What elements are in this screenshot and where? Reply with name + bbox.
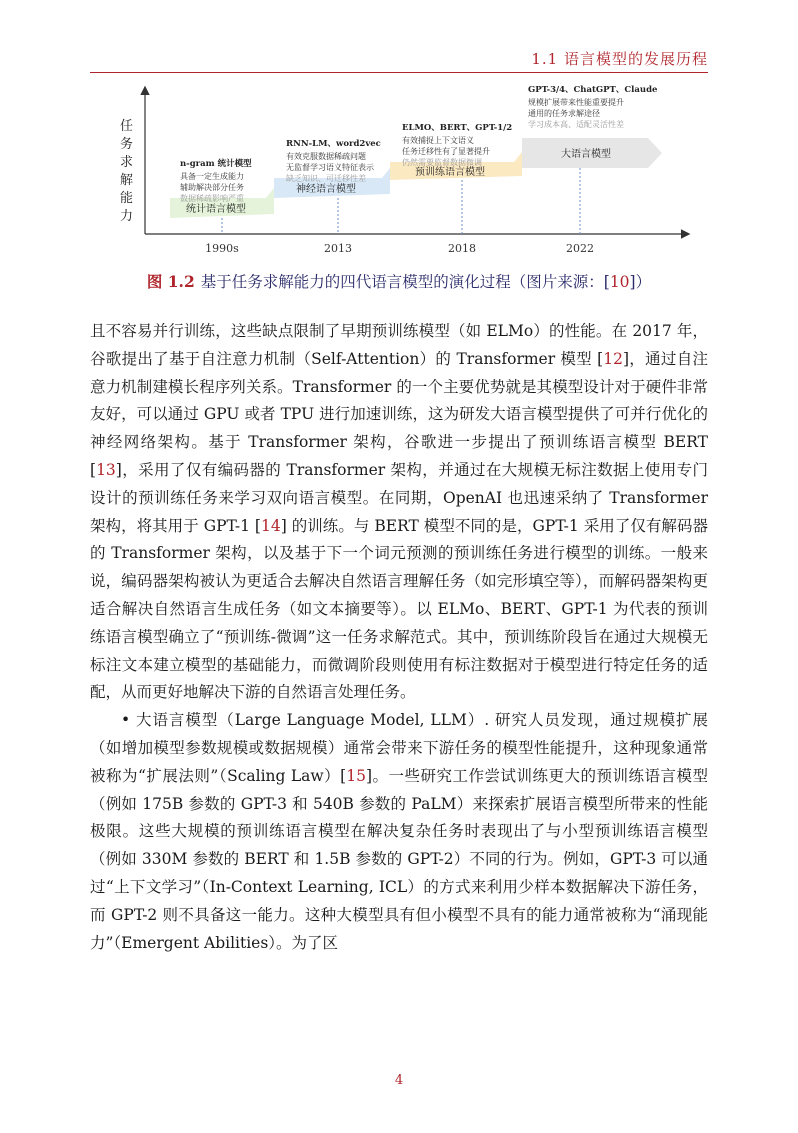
year-label: 2022 <box>566 242 594 255</box>
stage-desc-line: 任务迁移性有了显著提升 <box>402 147 490 156</box>
y-axis-label-char: 解 <box>120 173 134 188</box>
running-header: 1.1 语言模型的发展历程 <box>531 50 708 68</box>
paragraph-transformer <box>90 318 708 707</box>
stage-desc-line: 有效捕捉上下文语义 <box>402 136 474 145</box>
stage-desc-line: 数据稀疏影响严重 <box>180 194 244 203</box>
stage-desc-line: 通用的任务求解途径 <box>528 109 600 118</box>
y-axis-label-char: 任 <box>120 119 134 134</box>
citation-link[interactable]: 13 <box>96 460 116 479</box>
stage-desc-line: 规模扩展带来性能重要提升 <box>528 98 624 107</box>
stage-label: 神经语言模型 <box>296 184 356 195</box>
text-run: ]，通过自注意力机制建模长程序列关系。Transformer 的一个主要优势就是其模型设计对于硬件非常友好，可以通过 GPU 或者 TPU 进行加速训练，这为研发大语言模型提供了可并行优化的神经网络架构。基于 Transformer 架构，谷歌进一步提出了预训练语言模型 BERT [ <box>90 349 708 479</box>
text-run: ]，采用了仅有编码器的 Transformer 架构，并通过在大规模无标注数据上使用专门设计的预训练任务来学习双向语言模型。在同期，OpenAI 也迅速采纳了 Transformer 架构，将其用于 GPT-1 [ <box>90 460 708 535</box>
year-label: 2018 <box>448 242 476 255</box>
citation-link[interactable]: 14 <box>260 516 281 535</box>
y-axis-label-char: 力 <box>120 209 134 224</box>
text-run: • 大语言模型（Large Language Model, LLM）. 研究人员发现，通过规模扩展（如增加模型参数规模或数据规模）通常会带来下游任务的模型性能提升，这种现象通常被称为“扩展法则”（Scaling Law）[ <box>90 711 708 785</box>
caption-text: 基于任务求解能力的四代语言模型的演化过程（图片来源：[ <box>200 273 610 291</box>
stage-desc-line: 仍然需要监督数据微调 <box>402 158 482 167</box>
text-run: ] 的训练。与 BERT 模型不同的是，GPT-1 采用了仅有解码器的 Transformer 架构，以及基于下一个词元预测的预训练任务进行模型的训练。一般来说，编码器架构被认为更适合去解决自然语言理解任务（如完形填空等），而解码器架构更适合解决自然语言生成任务（如文本摘要等）。以 ELMo、BERT、GPT-1 为代表的预训练语言模型确立了“预训练-微调”这一任务求解范式。其中，预训练阶段旨在通过大规模无标注文本建立模型的基础能力，而微调阶段则使用有标注数据对于模型进行特定任务的适配，从而更好地解决下游的自然语言处理任务。 <box>90 516 708 702</box>
figure-caption <box>0 270 798 292</box>
caption-citation[interactable]: 10 <box>609 273 630 291</box>
stage-desc-line: 无监督学习语义特征表示 <box>286 163 374 172</box>
stage-desc-line: 有效克服数据稀疏问题 <box>286 152 366 161</box>
text-run: 且不容易并行训练，这些缺点限制了早期预训练模型（如 ELMo）的性能。在 2017 年，谷歌提出了基于自注意力机制（Self-Attention）的 Transformer 模型 [ <box>90 322 708 368</box>
citation-link[interactable]: 15 <box>346 766 366 785</box>
caption-text-end: ]） <box>629 273 652 291</box>
stage-desc-title: RNN-LM、word2vec <box>286 139 381 149</box>
stage-desc-title: ELMO、BERT、GPT-1/2 <box>402 123 513 133</box>
stage-desc-line: 具备一定生成能力 <box>180 172 244 181</box>
page-number: 4 <box>394 1073 404 1088</box>
citation-link[interactable]: 12 <box>603 349 623 368</box>
stage-desc-title: n-gram 统计模型 <box>180 159 252 169</box>
stage-label: 统计语言模型 <box>186 204 246 215</box>
stage-desc-title: GPT-3/4、ChatGPT、Claude <box>528 85 658 95</box>
y-axis-label-char: 能 <box>120 191 134 206</box>
evolution-figure <box>110 82 700 262</box>
text-run: ]。一些研究工作尝试训练更大的预训练语言模型（例如 175B 参数的 GPT-3 和 540B 参数的 PaLM）来探索扩展语言模型所带来的性能极限。这些大规模的预训练语言模型在解决复杂任务时表现出了与小型预训练语言模型（例如 330M 参数的 BERT 和 1.5B 参数的 GPT-2）不同的行为。例如，GPT-3 可以通过“上下文学习”（In-Context Learning, ICL）的方式来利用少样本数据解决下游任务，而 GPT-2 则不具备这一能力。这种大模型具有但小模型不具有的能力通常被称为“涌现能力”（Emergent Abilities）。为了区 <box>90 766 708 952</box>
year-label: 1990s <box>205 242 239 255</box>
year-label: 2013 <box>324 242 352 255</box>
evolution-diagram <box>110 82 700 262</box>
stage-desc-line: 学习成本高、适配灵活性差 <box>528 120 624 129</box>
y-axis-label-char: 求 <box>120 155 134 170</box>
caption-label: 图 1.2 <box>146 272 195 291</box>
header-rule <box>90 72 708 73</box>
body-text <box>90 318 708 957</box>
y-axis-label-char: 务 <box>120 137 134 152</box>
stage-desc-line: 辅助解决部分任务 <box>180 183 244 192</box>
paragraph-llm <box>90 707 708 957</box>
stage-desc-line: 缺乏知识、可迁移性差 <box>286 174 366 183</box>
stage-label: 大语言模型 <box>561 149 611 160</box>
stage-label: 预训练语言模型 <box>415 167 485 178</box>
